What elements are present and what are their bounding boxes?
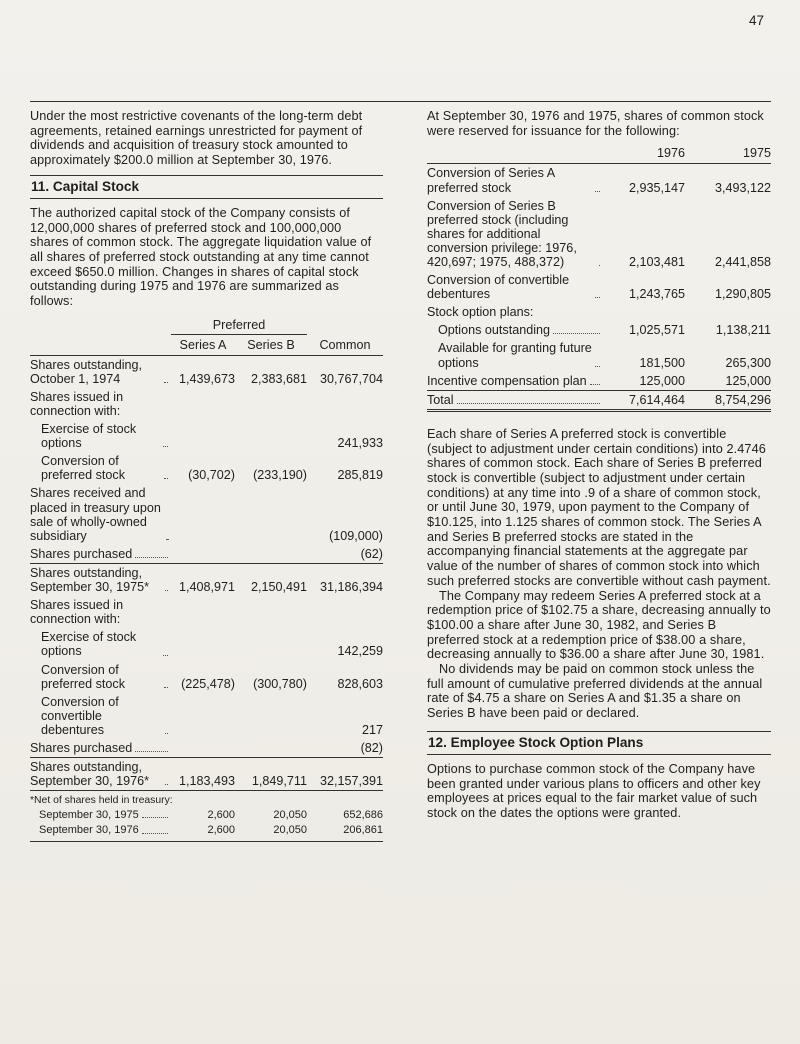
footnote-row [30,823,383,842]
table-row [30,388,383,420]
dot-leader [595,366,600,367]
dot-leader [164,382,168,383]
value-series-b: (300,780) [253,676,307,691]
value-1976: 2,103,481 [628,254,685,269]
dot-leader [142,817,168,818]
table-row [427,339,771,371]
row-label: Shares outstanding, September 30, 1975* [30,565,150,595]
dot-leader [142,833,168,834]
paragraph-covenants: Under the most restrictive covenants of the long-term debt agreements, retained earnings unrestricted for payment of dividends and acquisition of treasury stock amounted to approximately $200.0 million at September 30, 1976. [30,109,363,168]
col-header-common: Common [319,337,371,352]
table-row [427,271,771,303]
row-label: Shares outstanding, October 1, 1974 [30,357,143,386]
footnote-row [30,807,383,823]
table-row [30,356,383,388]
table-total-row [427,391,771,412]
dot-leader [164,478,168,479]
table-row [427,197,771,271]
value-1976: 181,500 [639,355,685,370]
dot-leader [590,384,600,385]
row-label: Total [427,392,454,407]
value-series-a: 2,600 [207,808,235,821]
table-row [30,739,383,758]
table-row [30,758,383,791]
value-1976: 7,614,464 [628,392,685,407]
reserved-shares-table [427,144,771,411]
table-row [427,321,771,339]
dot-leader [166,539,168,540]
table-row [30,564,383,596]
group-header-preferred: Preferred [171,317,307,335]
value-1976: 1,025,571 [628,323,685,338]
dot-leader [165,590,168,591]
row-label: Shares issued in connection with: [30,389,124,419]
value-series-a: 1,439,673 [178,371,235,386]
value-series-b: 20,050 [273,808,307,821]
value-1975: 125,000 [725,373,771,388]
value-series-a: 2,600 [207,824,235,837]
row-label: Exercise of stock options [41,630,137,659]
value-series-b: (233,190) [253,468,307,483]
value-1976: 125,000 [639,373,685,388]
row-label: Conversion of convertible debentures [427,273,570,302]
row-label: September 30, 1976 [39,824,139,837]
dot-leader [163,446,168,447]
value-series-b: 1,849,711 [251,774,307,789]
value-1975: 1,290,805 [714,287,771,302]
paragraph-authorized-stock: The authorized capital stock of the Company consists of 12,000,000 shares of preferred stock and 100,000,000 shares of common stock. The aggregate liquidation value of all shares of preferred stock outstanding at any time cannot exceed $650.0 million. Changes in shares of capital stock outstanding during 1975 and 1976 are summarized as follows: [30,205,372,309]
row-label: September 30, 1975 [39,808,139,821]
paragraph-option-plans: Options to purchase common stock of the Company have been granted under various plans to officers and other key employees at prices equal to the fair market value of such stock on the dates the options were granted. [427,761,761,820]
row-label: Conversion of Series A preferred stock [427,166,555,195]
paragraph-redemption-terms: The Company may redeem Series A preferred stock at a redemption price of $102.75 a share, decreasing annually to $100.00 a share after June 30, 1982, and Series B preferred stock at a redemption price of $38.00 a share, decreasing annually to $36.00 a share after June 30, 1981. [427,588,771,662]
value-common: 828,603 [337,676,383,691]
table-row [427,303,771,321]
paragraph-dividend-restriction: No dividends may be paid on common stock unless the full amount of cumulative preferred dividends at the annual rate of $4.75 a share on Series A and $1.35 a share on Series B have been paid or declared. [427,662,763,721]
row-label: Options outstanding [438,323,551,338]
col-header-series-b: Series B [247,337,295,352]
dot-leader [163,655,168,656]
table-group-header [30,317,383,335]
value-common: 652,686 [343,808,383,821]
capital-stock-table [30,317,383,842]
table-row [427,164,771,196]
row-label: Shares issued in connection with: [30,598,124,627]
value-common: (82) [360,740,383,755]
table-row [30,452,383,484]
row-label: Available for granting future options [438,341,592,370]
value-series-a: (30,702) [188,468,235,483]
value-series-b: 2,150,491 [250,580,307,595]
value-series-a: 1,408,971 [178,580,235,595]
table-row [30,484,383,544]
row-label: Shares received and placed in treasury upon sale of wholly-owned subsidiary [30,486,161,543]
value-series-a: (225,478) [181,676,235,691]
value-common: (109,000) [329,528,383,543]
value-common: 241,933 [337,436,383,451]
two-column-layout [30,109,771,842]
row-label: Conversion of convertible debentures [41,694,119,737]
table-row [30,628,383,660]
dot-leader [595,191,600,192]
table-column-headers [427,144,771,164]
value-common: 206,861 [343,824,383,837]
row-label: Exercise of stock options [41,422,137,451]
row-label: Incentive compensation plan [427,373,587,388]
row-label: Stock option plans: [427,305,534,320]
paragraph-conversion-terms: Each share of Series A preferred stock is convertible (subject to adjustment under certain conditions) into 2.4746 shares of common stock. Each share of Series B preferred stock is convertible (subject to adjustment under certain conditions) at any time into .9 of a share of common stock, or until June 30, 1979, upon payment to the Company of $10.125, into 1.125 shares of common stock. The Series A and Series B preferred stocks are stated in the accompanying financial statements at the aggregate par value of the number of shares of common stock into which such preferred stocks are convertible without cash payment. [427,426,771,588]
table-row [30,661,383,693]
col-header-series-a: Series A [179,337,227,352]
table-row [30,596,383,628]
row-label: Conversion of preferred stock [41,662,125,691]
value-1975: 8,754,296 [714,392,771,407]
value-1975: 1,138,211 [715,323,771,338]
dot-leader [595,297,600,298]
row-label: Shares purchased [30,546,133,561]
value-common: 217 [361,722,383,737]
dot-leader [164,687,168,688]
dot-leader [553,333,600,334]
dot-leader [165,733,168,734]
paragraph-reserved-shares-intro: At September 30, 1976 and 1975, shares of common stock were reserved for issuance for the following: [427,109,764,138]
page-number: 47 [748,13,764,28]
value-series-b: 20,050 [273,824,307,837]
value-1976: 1,243,765 [628,287,685,302]
table-row [30,693,383,739]
table-row [30,420,383,452]
row-label: Conversion of preferred stock [41,454,125,483]
value-1976: 2,935,147 [628,180,685,195]
dot-leader [165,784,168,785]
value-common: 285,819 [337,468,383,483]
value-common: 32,157,391 [319,774,383,789]
value-1975: 265,300 [725,355,771,370]
dot-leader [599,265,600,266]
left-column [30,109,383,842]
section-heading-11: 11. Capital Stock [30,175,383,199]
row-label: Shares outstanding, September 30, 1976* [30,760,150,789]
value-series-b: 2,383,681 [250,371,307,386]
section-heading-12: 12. Employee Stock Option Plans [427,731,771,755]
dot-leader [135,557,168,558]
value-1975: 3,493,122 [714,180,771,195]
row-label: Conversion of Series B preferred stock (including shares for additional conversion privilege: 1976, 420,697; 1975, 488,372) [427,198,577,269]
value-series-a: 1,183,493 [178,774,235,789]
right-column [427,109,771,842]
col-header-1976: 1976 [656,146,685,161]
table-row [30,545,383,564]
value-common: 30,767,704 [319,371,383,386]
value-1975: 2,441,858 [714,254,771,269]
dot-leader [135,751,168,752]
value-common: (62) [360,546,383,561]
value-common: 31,186,394 [319,580,383,595]
top-rule [30,101,771,102]
table-footnote: *Net of shares held in treasury: [30,795,173,807]
value-common: 142,259 [337,644,383,659]
row-label: Shares purchased [30,740,133,755]
table-column-headers [30,335,383,356]
col-header-1975: 1975 [742,146,771,161]
table-row [427,372,771,391]
dot-leader [457,403,600,404]
